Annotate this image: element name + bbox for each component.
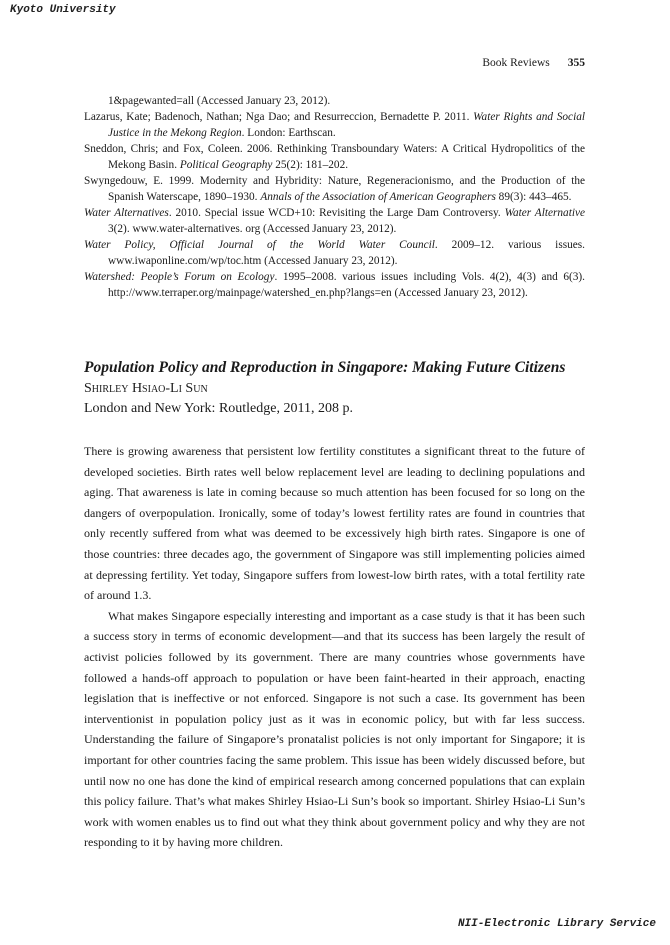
reference-text: Lazarus, Kate; Badenoch, Nathan; Nga Dao; and Resurreccion, Bernadette P. 2011. [84, 111, 474, 123]
reference-item [84, 93, 585, 109]
reference-journal: Annals of the Association of American Geographers [260, 191, 496, 203]
reference-title: Water Rights and Social Justice in the Mekong Region [108, 111, 585, 139]
book-title: Population Policy and Reproduction in Singapore: Making Future Citizens [84, 359, 566, 376]
section-title: Book Reviews [482, 57, 550, 69]
reference-list [84, 93, 585, 301]
reference-item [84, 269, 585, 301]
reference-journal: Political Geography [179, 159, 273, 171]
reference-item [84, 109, 585, 141]
reference-text: . 2009–12. various issues. www.iwaponline.com/wp/toc.htm (Accessed January 23, 2012). [108, 239, 585, 267]
review-header [84, 358, 585, 419]
publication-info: London and New York: Routledge, 2011, 208 p. [84, 401, 353, 416]
reference-item [84, 173, 585, 205]
body-paragraph: There is growing awareness that persistent low fertility constitutes a significant threat to the future of developed societies. Birth rates well below replacement level are leading to declining populations and aging. That awareness is late in coming because so much attention has been focused for so long on the dangers of overpopulation. Ironically, some of today’s lowest fertility rates are found in countries that only recently suffered from what was deemed to be excessively high birth rates. Singapore is one of those countries: three decades ago, the government of Singapore was still implementing policies aimed at depressing fertility. Yet today, Singapore suffers from lowest-low birth rates, with a total fertility rate of around 1.3. [84, 444, 585, 603]
review-body [84, 441, 585, 853]
reference-journal: Water Policy, Official Journal of the World Water Council [84, 239, 435, 251]
body-paragraph: What makes Singapore especially interesting and important as a case study is that it has been such a success story in terms of economic development—and that its success has been largely the result of activist policies followed by its government. There are many countries whose governments have followed a hands-off approach to population or have been faint-hearted in their approach, enacting legislation that is ineffective or not enforced. Singapore is not such a case. Its government has been interventionist in population policy just as it was in economic policy, but with far less success. Understanding the failure of Singapore’s pronatalist policies is not only important for Singapore; it is important for other countries facing the same problem. This issue has been widely discussed before, but until now no one has done the kind of empirical research among concerned populations that can explain this policy failure. That’s what makes Shirley Hsiao-Li Sun’s book so important. Shirley Hsiao-Li Sun’s work with women enables us to find out what they think about government policy and why they are not responding to it by having more children. [84, 608, 585, 850]
reference-text: 25(2): 181–202. [272, 159, 349, 171]
running-head [84, 57, 585, 69]
reference-item [84, 141, 585, 173]
reference-journal: Water Alternatives [84, 207, 169, 219]
reference-text: 1&pagewanted=all (Accessed January 23, 2012). [108, 95, 331, 107]
reference-text: . 1995–2008. various issues including Vols. 4(2), 4(3) and 6(3). http://www.terraper.org/mainpage/watershed_en.php?langs=en (Accessed January 23, 2012). [108, 271, 586, 299]
watermark-kyoto-university: Kyoto University [10, 4, 116, 16]
reference-text: . London: Earthscan. [241, 127, 336, 139]
watermark-nii-electronic-library-service: NII-Electronic Library Service [457, 918, 656, 930]
reference-text: Sneddon, Chris; and Fox, Coleen. 2006. Rethinking Transboundary Waters: A Critical Hydropolitics of the Mekong Basin. [84, 143, 585, 171]
reference-item [84, 237, 585, 269]
reference-text: Swyngedouw, E. 1999. Modernity and Hybridity: Nature, Regeneracionismo, and the Production of the Spanish Waterscape, 1890–1930. [84, 175, 585, 203]
reference-journal: Watershed: People’s Forum on Ecology [84, 271, 275, 283]
reference-text: . 2010. Special issue WCD+10: Revisiting the Large Dam Controversy. [168, 207, 505, 219]
reference-item [84, 205, 585, 237]
reference-text: 89(3): 443–465. [495, 191, 572, 203]
book-author: Shirley Hsiao-Li Sun [84, 381, 208, 396]
reference-text: 3(2). www.water-alternatives. org (Accessed January 23, 2012). [108, 223, 397, 235]
reference-journal: Water Alternative [504, 207, 585, 219]
page-number: 355 [567, 57, 585, 69]
